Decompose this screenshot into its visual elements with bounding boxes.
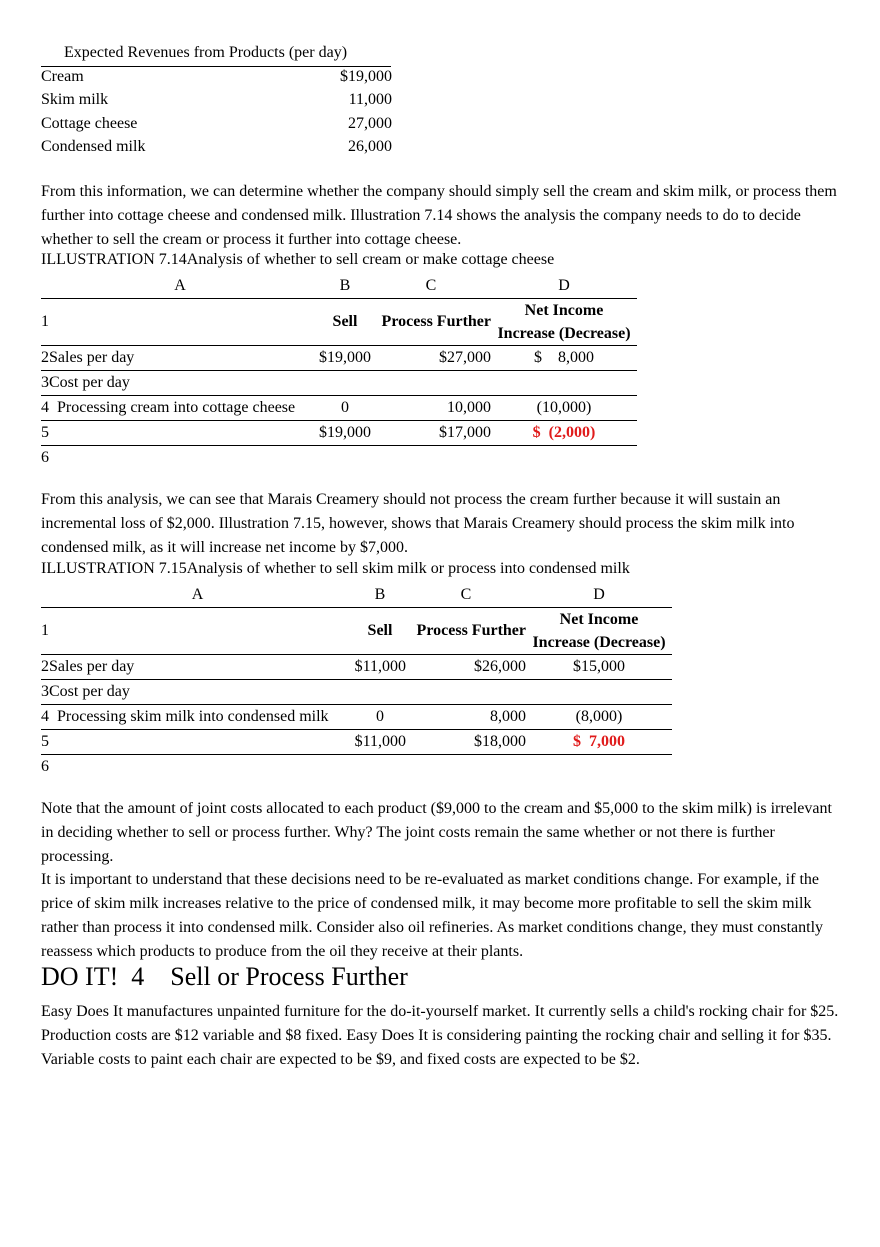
paragraph-intro: From this information, we can determine whether the company should simply sell the cream and skim milk, or process them further into cottage cheese and condensed milk. Illustration 7.14 shows the analysis the company needs to do to decide whether to sell the cream or process it further into cottage cheese. bbox=[41, 183, 837, 248]
header-net-income-line1: Net Income bbox=[559, 611, 639, 628]
table-row bbox=[41, 655, 672, 680]
paragraph-exercise: Easy Does It manufactures unpainted furniture for the do-it-yourself market. It currently sells a child's rocking chair for $25. Production costs are $12 variable and $8 fixed. Easy Does It is considering painting the rocking chair and selling it for $35. Variable costs to paint each chair are expected to be $9, and fixed costs are expected to be $2. bbox=[41, 1003, 839, 1068]
row-label: 3Cost per day bbox=[41, 680, 354, 705]
header-row bbox=[41, 608, 672, 655]
table-row bbox=[41, 730, 672, 755]
sell-value: $19,000 bbox=[319, 421, 371, 446]
row-label: 4 Processing cream into cottage cheese bbox=[41, 396, 319, 421]
sell-value: $11,000 bbox=[354, 730, 406, 755]
net-value: (10,000) bbox=[491, 396, 637, 421]
net-value-highlight: $ (2,000) bbox=[491, 421, 637, 446]
row-number: 1 bbox=[41, 299, 319, 346]
revenue-row bbox=[41, 115, 392, 138]
paragraph-analysis: From this analysis, we can see that Marais Creamery should not process the cream further because it will sustain an incremental loss of $2,000. Illustration 7.15, however, shows that Marais Creamery should process the skim milk into condensed milk, as it will increase net income by $7,000. bbox=[41, 491, 795, 556]
process-value: $26,000 bbox=[406, 655, 526, 680]
row-label: 5 bbox=[41, 730, 354, 755]
revenue-value: 27,000 bbox=[348, 115, 392, 132]
net-value bbox=[491, 446, 637, 471]
revenue-value: 26,000 bbox=[348, 138, 392, 155]
table-row bbox=[41, 705, 672, 730]
table-row bbox=[41, 421, 637, 446]
sell-value: 0 bbox=[354, 705, 406, 730]
process-value bbox=[406, 680, 526, 705]
revenue-row bbox=[41, 68, 392, 91]
header-sell: Sell bbox=[319, 299, 371, 346]
row-label: 2Sales per day bbox=[41, 655, 354, 680]
illustration-715-caption: ILLUSTRATION 7.15Analysis of whether to sell skim milk or process into condensed milk bbox=[41, 560, 630, 577]
table-row bbox=[41, 446, 637, 471]
sell-value bbox=[354, 755, 406, 780]
row-label: 6 bbox=[41, 449, 49, 466]
process-value bbox=[371, 446, 491, 471]
net-value: $ 8,000 bbox=[491, 346, 637, 371]
revenue-row bbox=[41, 91, 392, 114]
header-process-further: Process Further bbox=[406, 608, 526, 655]
illustration-714-caption: ILLUSTRATION 7.14Analysis of whether to sell cream or make cottage cheese bbox=[41, 251, 555, 268]
net-value-highlight: $ 7,000 bbox=[526, 730, 672, 755]
revenue-value: $19,000 bbox=[340, 68, 392, 85]
process-value bbox=[406, 755, 526, 780]
table-row bbox=[41, 680, 672, 705]
paragraph-market-conditions: It is important to understand that these decisions need to be re-evaluated as market conditions change. For example, if the price of skim milk increases relative to the price of condensed milk, it may become more profitable to sell the skim milk rather than process it into condensed milk. Consider also oil refineries. As market conditions change, they must constantly reassess which products to produce from the oil they receive at their plants. bbox=[41, 871, 824, 960]
illustration-714-table bbox=[41, 274, 637, 470]
header-sell: Sell bbox=[354, 608, 406, 655]
net-value bbox=[526, 680, 672, 705]
process-value: $18,000 bbox=[406, 730, 526, 755]
table-row bbox=[41, 755, 672, 780]
row-label: 5 bbox=[41, 421, 319, 446]
revenue-label: Cottage cheese bbox=[41, 115, 138, 132]
revenues-title: Expected Revenues from Products (per day) bbox=[64, 44, 348, 61]
sell-value bbox=[354, 680, 406, 705]
header-net-income bbox=[491, 299, 637, 346]
col-letter: B bbox=[374, 586, 386, 603]
col-letter: C bbox=[425, 277, 437, 294]
row-label: 3Cost per day bbox=[41, 371, 319, 396]
header-net-income-line2: Increase (Decrease) bbox=[497, 325, 631, 342]
table-row bbox=[41, 396, 637, 421]
process-value bbox=[371, 371, 491, 396]
revenue-label: Condensed milk bbox=[41, 138, 146, 155]
header-net-income-line2: Increase (Decrease) bbox=[532, 634, 666, 651]
row-label: 4 Processing skim milk into condensed milk bbox=[41, 705, 354, 730]
header-net-income bbox=[526, 608, 672, 655]
header-net-income-line1: Net Income bbox=[524, 302, 604, 319]
col-letter: A bbox=[191, 586, 204, 603]
sell-value: $19,000 bbox=[319, 346, 371, 371]
process-value: 10,000 bbox=[371, 396, 491, 421]
sell-value bbox=[319, 446, 371, 471]
revenue-label: Cream bbox=[41, 68, 84, 85]
row-label: 6 bbox=[41, 758, 49, 775]
col-letter: B bbox=[339, 277, 351, 294]
sell-value bbox=[319, 371, 371, 396]
col-letter: C bbox=[460, 586, 472, 603]
process-value: 8,000 bbox=[406, 705, 526, 730]
table-row bbox=[41, 371, 637, 396]
header-row bbox=[41, 299, 637, 346]
do-it-heading: DO IT! 4 Sell or Process Further bbox=[41, 962, 408, 991]
table-row bbox=[41, 346, 637, 371]
header-process-further: Process Further bbox=[371, 299, 491, 346]
col-letter: D bbox=[593, 586, 605, 603]
net-value bbox=[491, 371, 637, 396]
process-value: $17,000 bbox=[371, 421, 491, 446]
row-label: 2Sales per day bbox=[41, 346, 319, 371]
paragraph-joint-costs: Note that the amount of joint costs allocated to each product ($9,000 to the cream and $5,000 to the skim milk) is irrelevant in deciding whether to sell or process further. Why? The joint costs remain the same whether or not there is further processing. bbox=[41, 800, 832, 865]
net-value bbox=[526, 755, 672, 780]
revenues-divider bbox=[41, 66, 391, 67]
column-letters-row bbox=[41, 583, 672, 608]
revenue-value: 11,000 bbox=[348, 91, 392, 108]
column-letters-row bbox=[41, 274, 637, 299]
net-value: (8,000) bbox=[526, 705, 672, 730]
sell-value: $11,000 bbox=[354, 655, 406, 680]
process-value: $27,000 bbox=[371, 346, 491, 371]
row-number: 1 bbox=[41, 608, 354, 655]
revenue-row bbox=[41, 138, 392, 161]
net-value: $15,000 bbox=[526, 655, 672, 680]
illustration-715-table bbox=[41, 583, 672, 779]
col-letter: A bbox=[174, 277, 186, 294]
revenue-label: Skim milk bbox=[41, 91, 109, 108]
col-letter: D bbox=[558, 277, 570, 294]
sell-value: 0 bbox=[319, 396, 371, 421]
